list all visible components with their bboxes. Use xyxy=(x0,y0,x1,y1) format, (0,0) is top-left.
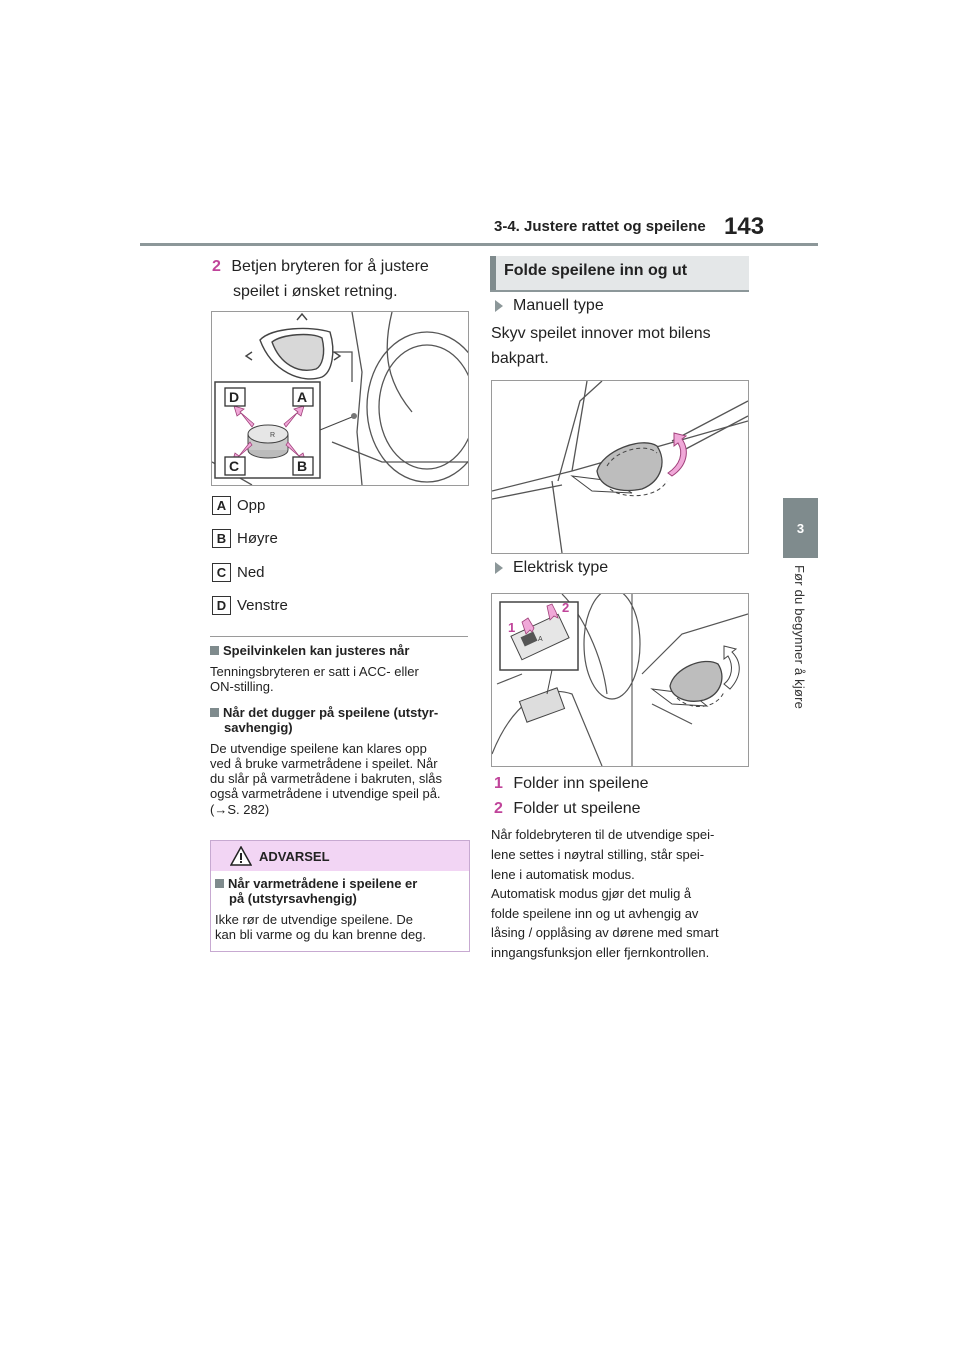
item-text: Folder ut speilene xyxy=(513,800,641,817)
item-number: 1 xyxy=(494,775,503,792)
step-text-line1: Betjen bryteren for å justere xyxy=(231,258,429,275)
legend-label: Ned xyxy=(237,564,265,581)
warning-header xyxy=(211,841,469,871)
legend-label: Høyre xyxy=(237,530,278,547)
warning-title: ADVARSEL xyxy=(259,848,330,864)
note1-body-line1: Tenningsbryteren er satt i ACC- eller xyxy=(210,664,419,679)
svg-text:R: R xyxy=(270,432,276,439)
notes-divider xyxy=(210,636,468,637)
bullet-square-icon xyxy=(215,879,224,888)
warning-triangle-icon xyxy=(230,846,252,866)
note2-body-line2: ved å bruke varmetrådene i speilet. Når xyxy=(210,756,438,771)
chapter-number: 3 xyxy=(796,520,805,536)
bullet-square-icon xyxy=(210,708,219,717)
note2-body-line3: du slår på varmetrådene i bakruten, slås xyxy=(210,771,442,786)
legend-item-c xyxy=(212,563,265,582)
bullet-square-icon xyxy=(210,646,219,655)
note2-title-line2: savhengig) xyxy=(224,720,293,735)
manual-type-label: Manuell type xyxy=(495,297,604,315)
chapter-title: Før du begynner å kjøre xyxy=(792,565,807,710)
legend-item-a xyxy=(212,496,265,515)
header-rule xyxy=(140,243,818,246)
electric-note-line5: folde speilene inn og ut avhengig av xyxy=(491,906,699,921)
note2-title-line1: Når det dugger på speilene (utstyr- xyxy=(210,705,438,720)
warning-body-line2: kan bli varme og du kan brenne deg. xyxy=(215,927,427,942)
electric-note-line1: Når foldebryteren til de utvendige spei- xyxy=(491,827,715,842)
electric-fold-figure xyxy=(491,593,749,767)
heading-accent xyxy=(490,256,496,290)
item-number: 2 xyxy=(494,800,503,817)
electric-item-2 xyxy=(494,796,641,821)
legend-item-d xyxy=(212,596,288,615)
fig-label-1: 1 xyxy=(508,620,516,635)
legend-letter: D xyxy=(212,596,231,615)
legend-letter: B xyxy=(212,529,231,548)
section-heading-bar xyxy=(490,256,749,292)
note2-body-line4: også varmetrådene i utvendige speil på. xyxy=(210,786,441,801)
legend-label: Opp xyxy=(237,497,266,514)
electric-note-line7: inngangsfunksjon eller fjernkontrollen. xyxy=(491,945,710,960)
item-text: Folder inn speilene xyxy=(513,775,649,792)
svg-text:A: A xyxy=(538,636,543,643)
warning-body-line1: Ikke rør de utvendige speilene. De xyxy=(215,912,413,927)
fig-label-b: B xyxy=(297,458,308,474)
fig-label-d: D xyxy=(229,389,240,405)
warning-box xyxy=(210,840,470,952)
warning-head-line1: Når varmetrådene i speilene er xyxy=(215,876,417,891)
section-title: 3-4. Justere rattet og speilene xyxy=(494,218,706,235)
step-number: 2 xyxy=(212,258,221,275)
step-text-line2: speilet i ønsket retning. xyxy=(233,283,398,300)
note1-title: Speilvinkelen kan justeres når xyxy=(210,643,409,658)
electric-type-label: Elektrisk type xyxy=(495,559,608,577)
warning-head-line2: på (utstyrsavhengig) xyxy=(229,891,357,906)
chapter-tab xyxy=(783,498,818,558)
manual-text-line2: bakpart. xyxy=(491,350,549,367)
mirror-switch-illustration xyxy=(212,312,468,485)
legend-letter: A xyxy=(212,496,231,515)
mirror-switch-figure xyxy=(211,311,469,486)
fig-label-a: A xyxy=(297,389,308,405)
manual-fold-figure xyxy=(491,380,749,554)
note2-body-line1: De utvendige speilene kan klares opp xyxy=(210,741,427,756)
manual-text-line1: Skyv speilet innover mot bilens xyxy=(491,325,711,342)
fig-label-2: 2 xyxy=(562,600,570,615)
legend-label: Venstre xyxy=(237,597,288,614)
electric-mirror-illustration xyxy=(492,594,748,766)
electric-note-line4: Automatisk modus gjør det mulig å xyxy=(491,886,692,901)
electric-note-line2: lene settes i nøytral stilling, står spei- xyxy=(491,847,705,862)
page-number: 143 xyxy=(724,213,765,240)
fig-label-c: C xyxy=(229,458,240,474)
electric-note-line3: lene i automatisk modus. xyxy=(491,867,635,882)
electric-item-1 xyxy=(494,771,649,796)
section-heading: Folde speilene inn og ut xyxy=(504,262,688,279)
step-2 xyxy=(212,254,429,279)
triangle-bullet-icon xyxy=(495,562,503,574)
note2-body-line5: (→S. 282) xyxy=(210,802,270,817)
manual-mirror-illustration xyxy=(492,381,748,553)
legend-item-b xyxy=(212,529,278,548)
triangle-bullet-icon xyxy=(495,300,503,312)
legend-letter: C xyxy=(212,563,231,582)
note1-body-line2: ON-stilling. xyxy=(210,679,274,694)
electric-note-line6: låsing / opplåsing av dørene med smart xyxy=(491,925,719,940)
